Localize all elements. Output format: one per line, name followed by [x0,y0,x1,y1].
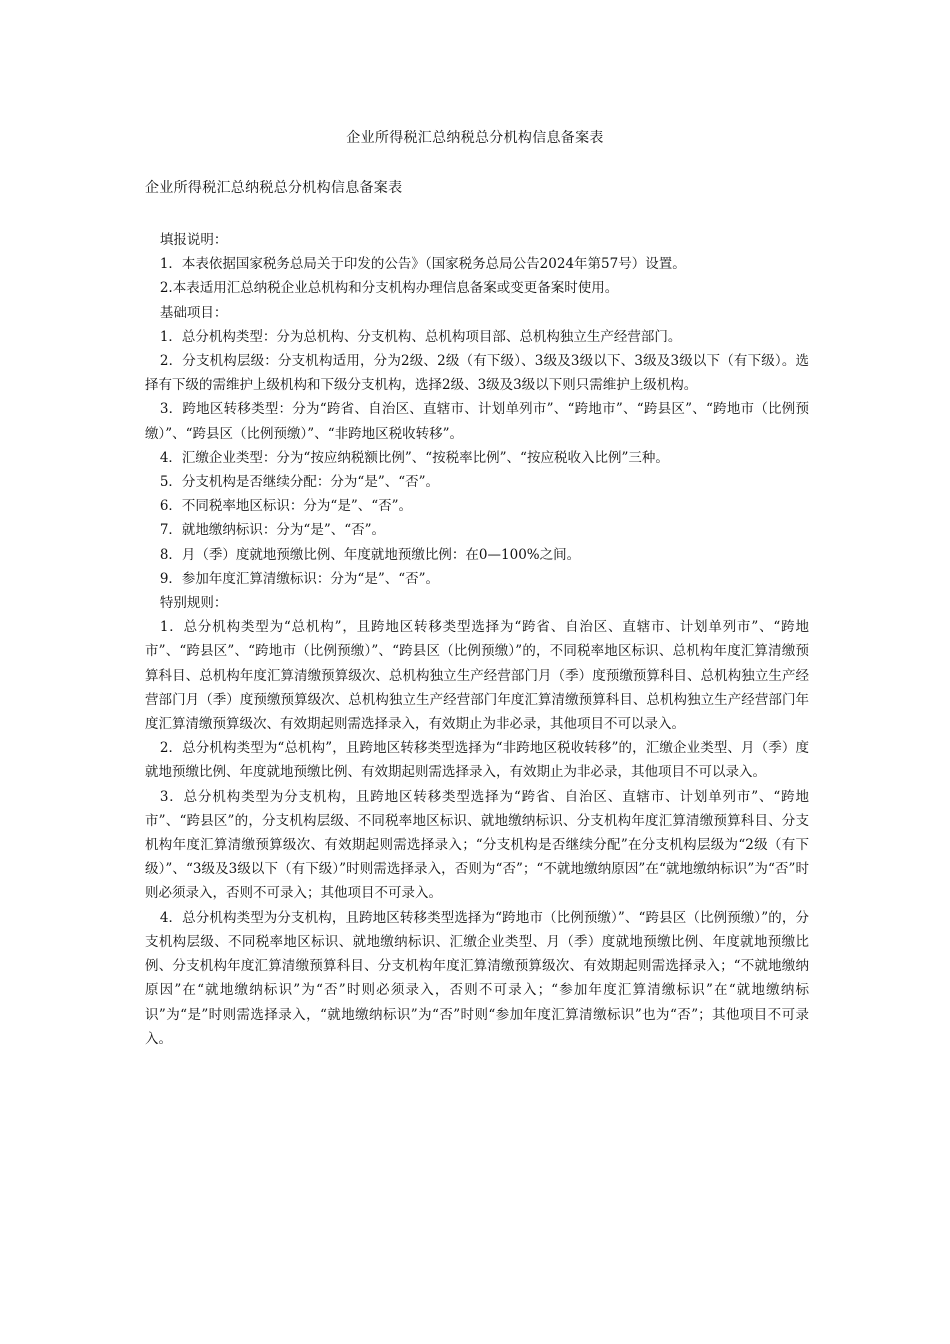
paragraph: 7．就地缴纳标识：分为“是”、“否”。 [159,522,386,539]
paragraph: 1．本表依据国家税务总局关于印发的公告》（国家税务总局公告2024年第57号）设置。 [159,256,686,273]
paragraph: 4．总分机构类型为分支机构，且跨地区转移类型选择为“跨地市（比例预缴）”、“跨县区（比例预缴）”的，分支机构层级、不同税率地区标识、就地缴纳标识、汇缴企业类型、月（季）度就地预缴比例、年度就地预缴比例、分支机构年度汇算清缴预算科目、分支机构年度汇算清缴预算级次、有效期起则需选择录入；“不就地缴纳原因”在“就地缴纳标识”为“否”时则必须录入，否则不可录入；“参加年度汇算清缴标识”在“就地缴纳标识”为“是”时则需选择录入，“就地缴纳标识”为“否”时则“参加年度汇算清缴标识”也为“否”；其他项目不可录入。 [145,909,809,1047]
paragraph: 5．分支机构是否继续分配：分为“是”、“否”。 [159,474,440,491]
paragraph: 基础项目： [159,304,228,321]
paragraph: 2．总分机构类型为“总机构”，且跨地区转移类型选择为“非跨地区税收转移”的，汇缴企业类型、月（季）度就地预缴比例、年度就地预缴比例、有效期起则需选择录入，有效期止为非必录，其他项目不可以录入。 [145,740,809,781]
paragraph: 1．总分机构类型：分为总机构、分支机构、总机构项目部、总机构独立生产经营部门。 [159,328,682,345]
document-subtitle: 企业所得税汇总纳税总分机构信息备案表 [145,180,403,196]
paragraph: 4．汇缴企业类型：分为“按应纳税额比例”、“按税率比例”、“按应税收入比例”三种。 [159,449,669,466]
paragraph: 3．跨地区转移类型：分为“跨省、自治区、直辖市、计划单列市”、“跨地市”、“跨县区”、“跨地市（比例预缴）”、“跨县区（比例预缴）”、“非跨地区税收转移”。 [145,401,809,442]
paragraph: 6．不同税率地区标识：分为“是”、“否”。 [159,498,413,515]
document-body [145,228,809,1051]
paragraph: 9．参加年度汇算清缴标识：分为“是”、“否”。 [159,570,440,587]
paragraph: 2．分支机构层级：分支机构适用，分为2级、2级（有下级）、3级及3级以下、3级及3级以下（有下级）。选择有下级的需维护上级机构和下级分支机构，选择2级、3级及3级以下则只需维护上级机构。 [145,353,809,394]
document-title: 企业所得税汇总纳税总分机构信息备案表 [346,130,604,146]
paragraph: 3．总分机构类型为分支机构，且跨地区转移类型选择为“跨省、自治区、直辖市、计划单列市”、“跨地市”、“跨县区”的，分支机构层级、不同税率地区标识、就地缴纳标识、分支机构年度汇算清缴预算科目、分支机构年度汇算清缴预算级次、有效期起则需选择录入；“分支机构是否继续分配”在分支机构层级为“2级（有下级）”、“3级及3级以下（有下级）”时则需选择录入，否则为“否”；“不就地缴纳原因”在“就地缴纳标识”为“否”时则必须录入，否则不可录入；其他项目不可录入。 [145,788,809,902]
paragraph: 特别规则： [159,595,228,612]
paragraph: 2.本表适用汇总纳税企业总机构和分支机构办理信息备案或变更备案时使用。 [159,280,619,297]
paragraph: 8．月（季）度就地预缴比例、年度就地预缴比例：在0—100%之间。 [159,546,581,563]
paragraph: 1．总分机构类型为“总机构”，且跨地区转移类型选择为“跨省、自治区、直辖市、计划单列市”、“跨地市”、“跨县区”、“跨地市（比例预缴）”、“跨县区（比例预缴）”的，不同税率地区标识、总机构年度汇算清缴预算科目、总机构年度汇算清缴预算级次、总机构独立生产经营部门月（季）度预缴预算科目、总机构独立生产经营部门月（季）度预缴预算级次、总机构独立生产经营部门年度汇算清缴预算科目、总机构独立生产经营部门年度汇算清缴预算级次、有效期起则需选择录入，有效期止为非必录，其他项目不可以录入。 [145,619,809,733]
paragraph: 填报说明： [159,232,228,248]
